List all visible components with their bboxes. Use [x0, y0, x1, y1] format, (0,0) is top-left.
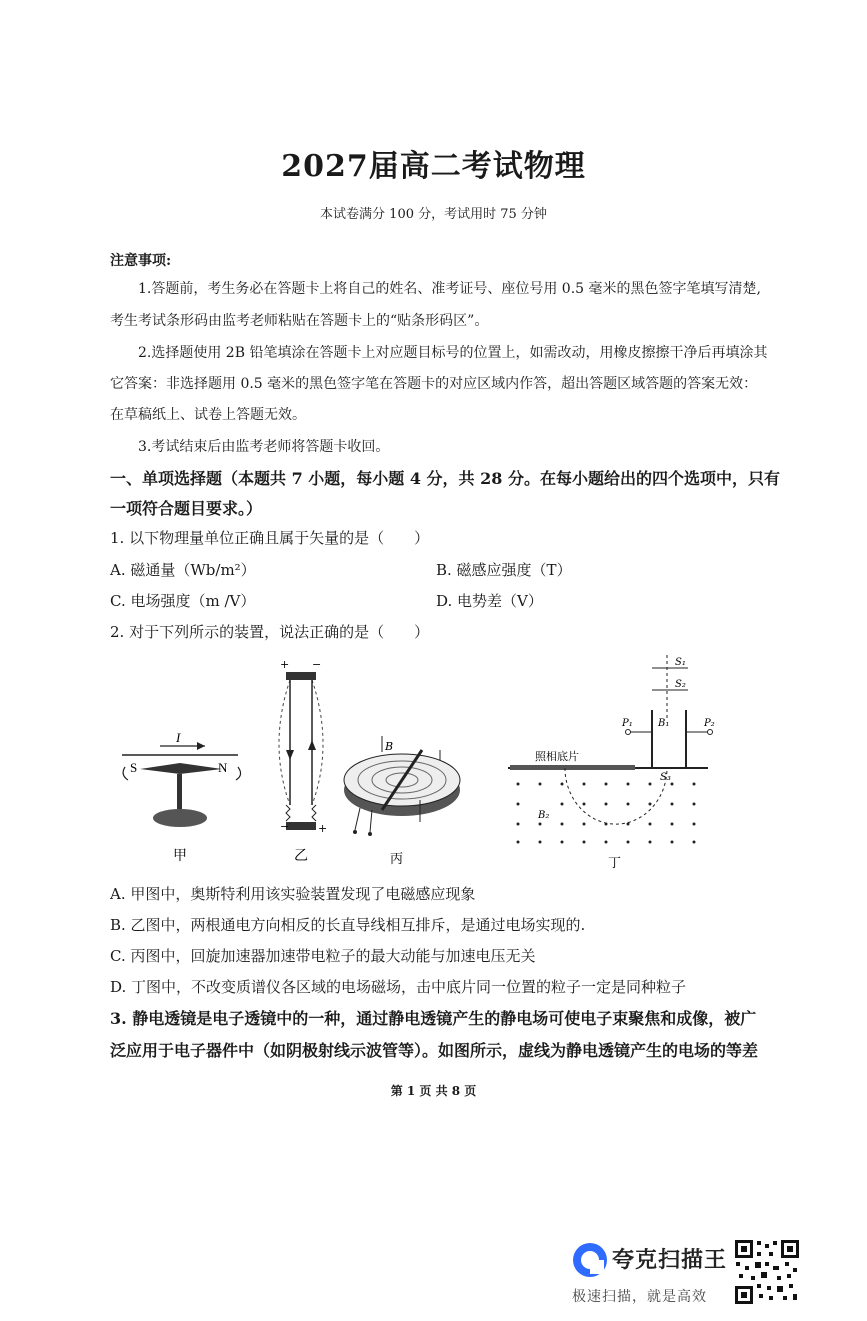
figure-yi [279, 658, 327, 864]
label-p1: P₁ [622, 718, 633, 729]
notice-item-1-line-1: 1.答题前，考生务必在答题卡上将自己的姓名、准考证号、座位号用 0.5 毫米的黑色签字笔填写清楚, [138, 281, 761, 297]
notice-item-2-line-3: 在草稿纸上、试卷上答题无效。 [110, 407, 306, 423]
question-2-option-b: B. 乙图中，两根通电方向相反的长直导线相互排斥，是通过电场实现的. [110, 916, 586, 934]
section-1-heading-line-1: 一、单项选择题（本题共 7 小题，每小题 4 分，共 28 分。在每小题给出的四个选项中，只有 [110, 469, 780, 488]
section-1-heading-line-2: 一项符合题目要求。） [110, 499, 263, 518]
label-film: 照相底片 [535, 750, 579, 763]
qr-code-icon [733, 1238, 801, 1306]
figure-ding [508, 655, 715, 870]
watermark-slogan: 极速扫描，就是高效 [572, 1289, 707, 1305]
label-plus-top: + [280, 658, 290, 671]
notice-item-3: 3.考试结束后由监考老师将答题卡收回。 [138, 439, 390, 455]
caption-ding: 丁 [608, 855, 622, 870]
figure-jia [122, 730, 241, 864]
watermark-brand: 夸克扫描王 [612, 1248, 728, 1273]
label-s1: S₁ [675, 657, 686, 668]
question-1-option-b: B. 磁感应强度（T） [436, 561, 572, 579]
label-north: N [218, 760, 228, 775]
caption-jia: 甲 [173, 849, 187, 864]
notice-item-1-line-2: 考生考试条形码由监考老师粘贴在答题卡上的“贴条形码区”。 [110, 313, 489, 329]
question-1-stem: 1. 以下物理量单位正确且属于矢量的是（ ） [110, 529, 430, 547]
label-b1: B₁ [658, 718, 670, 729]
label-minus-bottom: − [280, 820, 290, 833]
notice-item-2-line-1: 2.选择题使用 2B 铅笔填涂在答题卡上对应题目标号的位置上，如需改动，用橡皮擦擦干净后再填涂其 [138, 345, 768, 361]
notice-heading: 注意事项: [110, 253, 172, 269]
question-2-option-d: D. 丁图中，不改变质谱仪各区域的电场磁场，击中底片同一位置的粒子一定是同种粒子 [110, 978, 687, 996]
label-plus-bottom: + [318, 822, 328, 835]
question-1-option-c: C. 电场强度（m /V） [110, 592, 256, 610]
figure-panel [100, 650, 760, 880]
label-p2: P₂ [704, 718, 715, 729]
question-2-stem: 2. 对于下列所示的装置，说法正确的是（ ） [110, 623, 430, 641]
caption-bing: 丙 [390, 851, 404, 866]
figure-bing [344, 736, 460, 866]
label-b2: B₂ [538, 810, 550, 821]
scanner-logo-icon [570, 1240, 610, 1280]
label-b-bing: B [385, 740, 394, 753]
label-s2: S₂ [675, 679, 686, 690]
question-3-line-2: 泛应用于电子器件中（如阴极射线示波管等）。如图所示，虚线为静电透镜产生的电场的等差 [110, 1041, 759, 1060]
label-current-i: I [176, 730, 181, 745]
caption-yi: 乙 [294, 849, 308, 864]
notice-item-2-line-2: 它答案：非选择题用 0.5 毫米的黑色签字笔在答题卡的对应区域内作答，超出答题区域答题的答案无效： [110, 376, 758, 392]
question-2-option-c: C. 丙图中，回旋加速器加速带电粒子的最大动能与加速电压无关 [110, 947, 536, 965]
question-1-option-a: A. 磁通量（Wb/m²） [110, 561, 256, 579]
label-south: S [130, 760, 138, 775]
label-minus-top: − [312, 658, 322, 671]
label-s3: S₃ [660, 772, 671, 783]
page-title: 2027届高二考试物理 [281, 149, 586, 184]
page-footer: 第 1 页 共 8 页 [390, 1084, 477, 1098]
page-subtitle: 本试卷满分 100 分，考试用时 75 分钟 [320, 207, 547, 222]
question-1-option-d: D. 电势差（V） [436, 592, 543, 610]
question-2-option-a: A. 甲图中，奥斯特利用该实验装置发现了电磁感应现象 [110, 885, 476, 903]
question-3-line-1: 3. 静电透镜是电子透镜中的一种，通过静电透镜产生的静电场可使电子束聚焦和成像，被广 [110, 1009, 757, 1028]
